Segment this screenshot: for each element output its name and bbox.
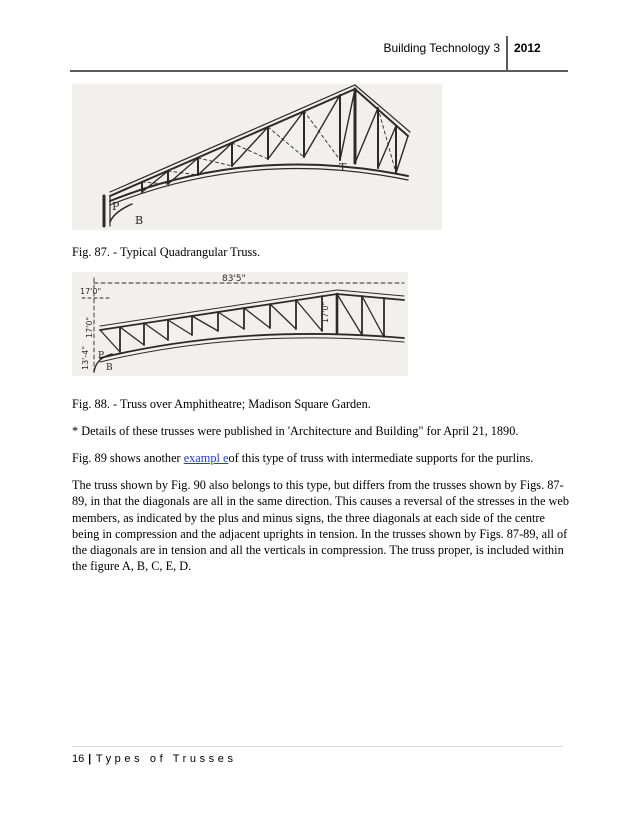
fig88-label-p: P <box>98 351 105 361</box>
footer-rule <box>72 746 562 747</box>
header-title: Building Technology 3 <box>383 41 500 55</box>
paragraph-fig-90: The truss shown by Fig. 90 also belongs to this type, but differs from the trusses shown by Figs. 87-89, in that the diagonals are all in the same direction. This causes a reversal of the stresses in the web members, as indicated by the plus and minus signs, the three diagonals at each side of the centre being in compression and the adjacent uprights in tension. In the trusses shown by Figs. 87-89, all of the diagonals are in tension and all the verticals in compression. The truss proper, is included within the figure A, B, C, E, D. <box>72 478 569 574</box>
page-header <box>70 30 568 72</box>
paragraph-fig-89-end: of this type of truss with intermediate supports for the purlins. <box>228 451 534 465</box>
fig87-label-p: P <box>112 200 120 213</box>
figure-87-image <box>72 84 442 230</box>
figure-87-drawing <box>72 84 442 230</box>
fig88-label-rise: 17'0" <box>80 287 102 296</box>
fig88-label-b: B <box>106 363 113 373</box>
footnote-paragraph: * Details of these trusses were published in 'Architecture and Building" for April 21, 1890. <box>72 424 519 438</box>
figure-88-image <box>72 272 408 376</box>
paragraph-fig-89 <box>72 450 572 466</box>
figure-88-drawing <box>72 272 408 376</box>
example-link[interactable]: exampl e <box>183 451 229 465</box>
fig88-label-height-left: 17'0" <box>85 316 94 338</box>
fig88-label-span: 83'5" <box>222 274 246 284</box>
fig87-label-b: B <box>135 214 144 227</box>
figure-88-caption: Fig. 88. - Truss over Amphitheatre; Madison Square Garden. <box>72 397 371 411</box>
page-number: 16 <box>72 753 85 765</box>
fig88-label-base: 13'-4" <box>81 345 90 370</box>
paragraph-fig-89-start: Fig. 89 shows another <box>72 451 184 465</box>
header-divider <box>506 36 508 72</box>
page-footer <box>72 753 237 765</box>
figure-87-caption: Fig. 87. - Typical Quadrangular Truss. <box>72 245 261 259</box>
header-year: 2012 <box>514 41 541 55</box>
fig88-label-height-center: 17'0" <box>321 301 330 323</box>
fig87-label-t: T <box>339 161 347 174</box>
footer-separator: | <box>88 753 92 765</box>
footer-section-title: Types of Trusses <box>95 753 237 765</box>
header-rule <box>70 70 568 72</box>
